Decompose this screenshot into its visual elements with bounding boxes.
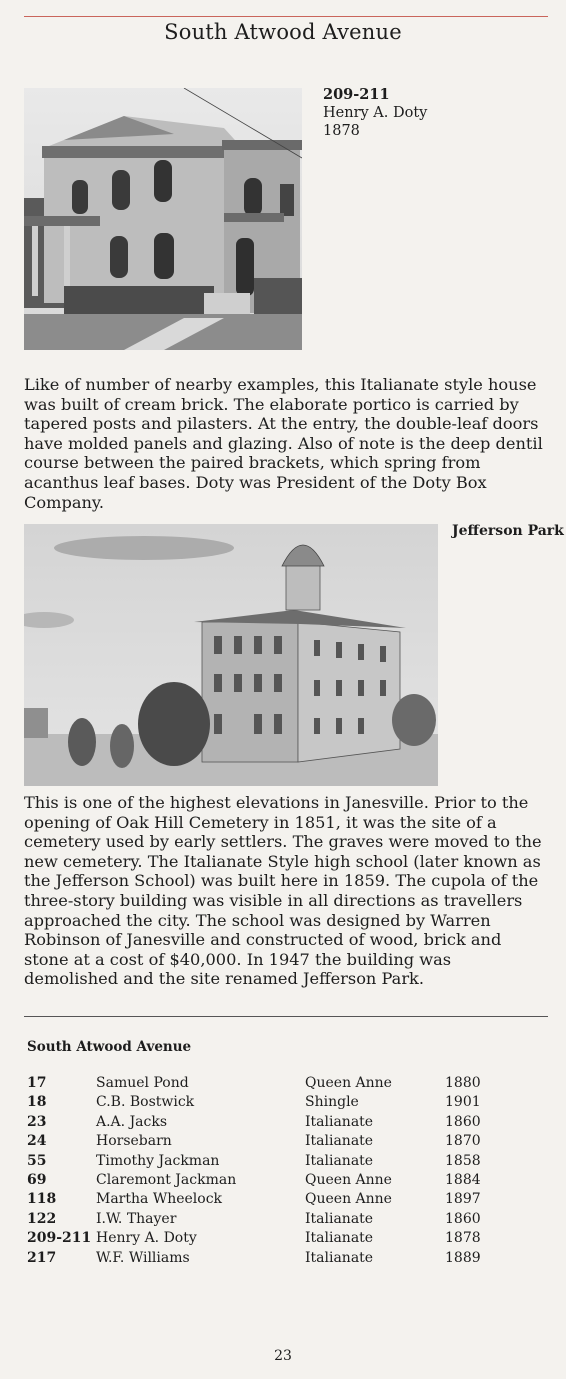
page-title: South Atwood Avenue <box>164 20 402 44</box>
build-year: 1878 <box>445 1230 481 1247</box>
owner-name: C.B. Bostwick <box>96 1094 195 1111</box>
architectural-style: Italianate <box>305 1133 374 1150</box>
listing-title: South Atwood Avenue <box>27 1039 192 1055</box>
owner-name: Martha Wheelock <box>96 1191 223 1208</box>
list-item <box>27 1230 497 1249</box>
build-year: 1858 <box>445 1152 481 1169</box>
build-year: 1870 <box>445 1133 481 1150</box>
owner-name: Samuel Pond <box>96 1075 189 1091</box>
build-year: 1901 <box>445 1094 481 1111</box>
architectural-style: Italianate <box>305 1152 374 1169</box>
school-illustration <box>24 524 438 786</box>
owner-name: A.A. Jacks <box>96 1113 168 1130</box>
owner-name: W.F. Williams <box>96 1249 190 1266</box>
build-year: 1860 <box>445 1210 481 1227</box>
list-item <box>27 1075 497 1094</box>
address-number: 55 <box>27 1152 47 1169</box>
address-number: 118 <box>27 1191 57 1208</box>
list-item <box>27 1250 497 1269</box>
jefferson-park-description: This is one of the highest elevations in Janesville. Prior to the opening of Oak Hill Cemetery in 1851, it was the site of a cemetery used by early settlers. The graves were moved to the new cemetery. The Italianate Style high school (later known as the Jefferson School) was built here in 1859. The cupola of the three-story building was visible in all directions as travellers approached the city. The school was designed by Warren Robinson of Janesville and constructed of wood, brick and stone at a cost of $40,000. In 1947 the building was demolished and the site renamed Jefferson Park. <box>24 793 542 989</box>
architectural-style: Italianate <box>305 1230 374 1247</box>
architectural-style: Italianate <box>305 1113 374 1130</box>
build-year: 1889 <box>445 1249 481 1266</box>
architectural-style: Queen Anne <box>305 1075 392 1091</box>
address-number: 122 <box>27 1210 57 1227</box>
section-divider <box>24 1016 548 1017</box>
list-item <box>27 1172 497 1191</box>
address-number: 24 <box>27 1133 47 1150</box>
architectural-style: Italianate <box>305 1210 374 1227</box>
build-year: 1860 <box>445 1113 481 1130</box>
owner-name: Claremont Jackman <box>96 1171 237 1188</box>
owner-name: Timothy Jackman <box>96 1152 220 1169</box>
build-year: 1878 <box>323 123 360 139</box>
address-number: 217 <box>27 1249 57 1266</box>
top-rule <box>24 16 548 17</box>
address-number: 23 <box>27 1113 47 1130</box>
architectural-style: Queen Anne <box>305 1191 392 1208</box>
house-description: Like of number of nearby examples, this Italianate style house was built of cream brick. The elaborate portico is carried by tapered posts and pilasters. At the entry, the double-leaf doors have molded panels and glazing. Also of note is the deep dentil course between the paired brackets, which spring from acanthus leaf bases. Doty was President of the Doty Box Company. <box>24 375 543 512</box>
address-number: 18 <box>27 1094 47 1111</box>
architectural-style: Queen Anne <box>305 1171 392 1188</box>
address-number: 209-211 <box>27 1230 92 1247</box>
list-item <box>27 1133 497 1152</box>
build-year: 1884 <box>445 1171 481 1188</box>
list-item <box>27 1114 497 1133</box>
build-year: 1897 <box>445 1191 481 1208</box>
address-number: 209-211 <box>323 86 390 103</box>
jefferson-park-caption: Jefferson Park <box>452 523 564 539</box>
owner-name: I.W. Thayer <box>96 1210 177 1227</box>
owner-name: Horsebarn <box>96 1133 172 1150</box>
page-number: 23 <box>274 1348 292 1364</box>
house-caption <box>323 86 427 140</box>
list-item <box>27 1153 497 1172</box>
owner-name: Henry A. Doty <box>323 105 428 121</box>
build-year: 1880 <box>445 1075 481 1091</box>
list-item <box>27 1094 497 1113</box>
address-number: 69 <box>27 1171 47 1188</box>
house-photo <box>24 88 302 350</box>
address-number: 17 <box>27 1075 47 1091</box>
list-item <box>27 1191 497 1210</box>
address-listing <box>27 1075 497 1269</box>
architectural-style: Shingle <box>305 1094 359 1111</box>
list-item <box>27 1211 497 1230</box>
architectural-style: Italianate <box>305 1249 374 1266</box>
owner-name: Henry A. Doty <box>96 1230 197 1247</box>
